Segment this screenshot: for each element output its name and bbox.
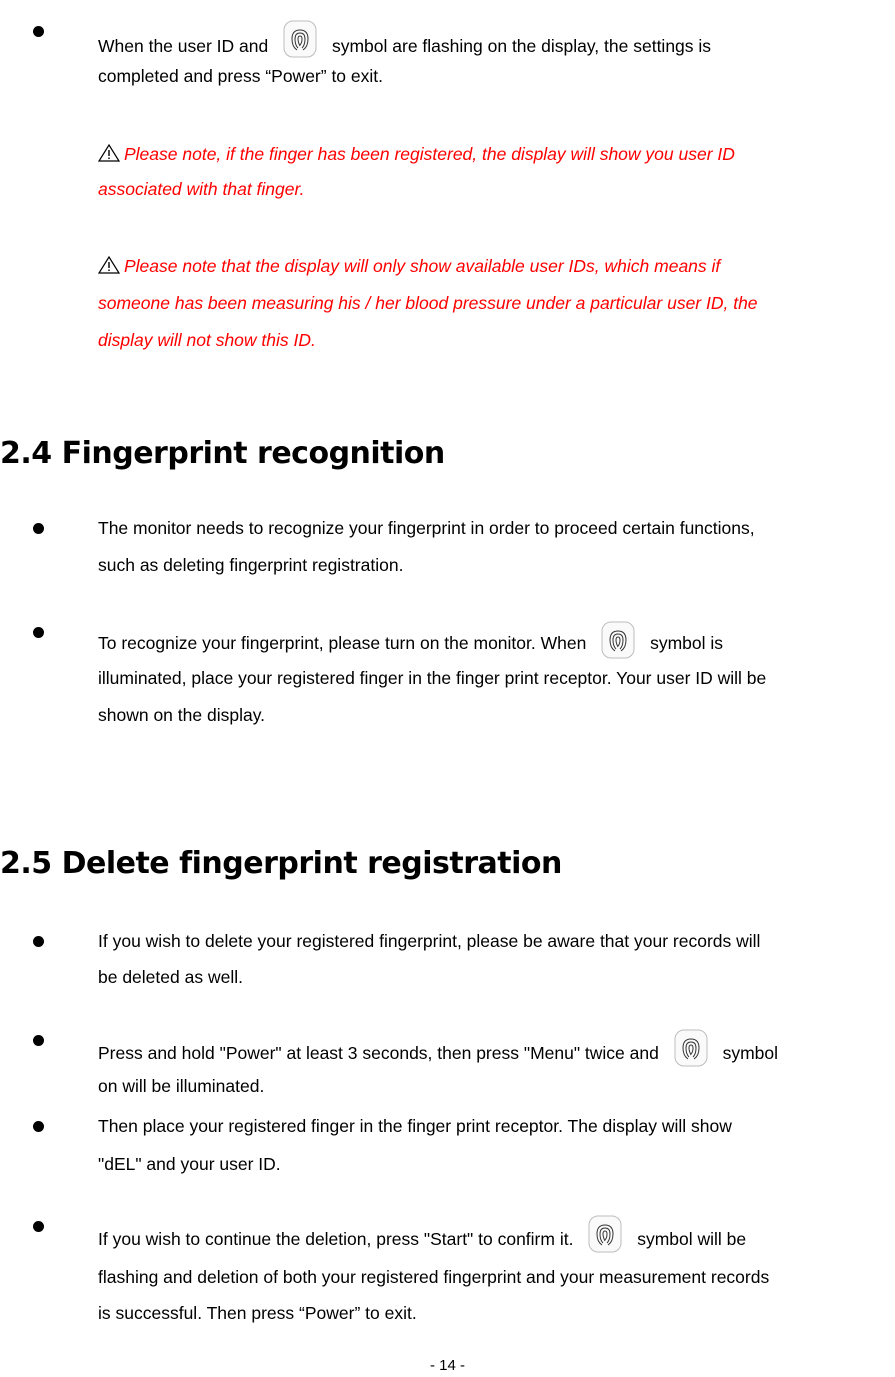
paragraph-line: is successful. Then press “Power” to exit.: [98, 1303, 417, 1323]
warning-triangle-icon: [98, 256, 120, 274]
paragraph-line: on will be illuminated.: [98, 1076, 265, 1096]
paragraph-line: such as deleting fingerprint registration.: [98, 555, 404, 575]
bullet: [33, 936, 44, 947]
warning-text: display will not show this ID.: [98, 330, 316, 350]
warning-text: associated with that finger.: [98, 179, 305, 199]
warning-text: someone has been measuring his / her blood pressure under a particular user ID, the: [98, 293, 758, 313]
page-number: - 14 -: [429, 1357, 465, 1374]
text: symbol is: [650, 633, 724, 653]
paragraph-line: "dEL" and your user ID.: [98, 1154, 281, 1174]
bullet: [33, 1035, 44, 1046]
paragraph-line: [98, 1029, 778, 1067]
warning-text: Please note that the display will only show available user IDs, which means if: [124, 256, 721, 276]
fingerprint-icon: [601, 621, 635, 659]
text: symbol: [722, 1043, 779, 1063]
paragraph-line: be deleted as well.: [98, 967, 243, 987]
text: symbol are flashing on the display, the settings is: [331, 36, 712, 56]
bullet: [33, 627, 44, 638]
text: When the user ID and: [98, 36, 269, 56]
paragraph-line: If you wish to delete your registered fingerprint, please be aware that your records will: [98, 931, 761, 951]
bullet: [33, 1121, 44, 1132]
paragraph-line: The monitor needs to recognize your fingerprint in order to proceed certain functions,: [98, 518, 755, 538]
text: If you wish to continue the deletion, press "Start" to confirm it.: [98, 1229, 574, 1249]
paragraph-line: Then place your registered finger in the finger print receptor. The display will show: [98, 1116, 732, 1136]
paragraph-line: [98, 20, 711, 58]
section-heading: 2.5 Delete fingerprint registration: [0, 846, 562, 881]
bullet: [33, 523, 44, 534]
text: symbol will be: [637, 1229, 747, 1249]
text: To recognize your fingerprint, please turn on the monitor. When: [98, 633, 587, 653]
warning-note: [98, 143, 735, 165]
paragraph-line: [98, 1215, 746, 1253]
bullet: [33, 1221, 44, 1232]
paragraph-line: flashing and deletion of both your registered fingerprint and your measurement records: [98, 1267, 770, 1287]
bullet: [33, 26, 44, 37]
warning-triangle-icon: [98, 144, 120, 162]
warning-text: Please note, if the finger has been registered, the display will show you user ID: [124, 144, 735, 164]
paragraph-line: shown on the display.: [98, 705, 266, 725]
text: Press and hold "Power" at least 3 seconds, then press "Menu" twice and: [98, 1043, 659, 1063]
fingerprint-icon: [283, 20, 317, 58]
section-heading: 2.4 Fingerprint recognition: [0, 436, 445, 471]
warning-note: [98, 255, 720, 277]
paragraph-line: completed and press “Power” to exit.: [98, 66, 383, 86]
fingerprint-icon: [588, 1215, 622, 1253]
paragraph-line: illuminated, place your registered finger in the finger print receptor. Your user ID will be: [98, 668, 767, 688]
fingerprint-icon: [674, 1029, 708, 1067]
paragraph-line: [98, 621, 723, 659]
